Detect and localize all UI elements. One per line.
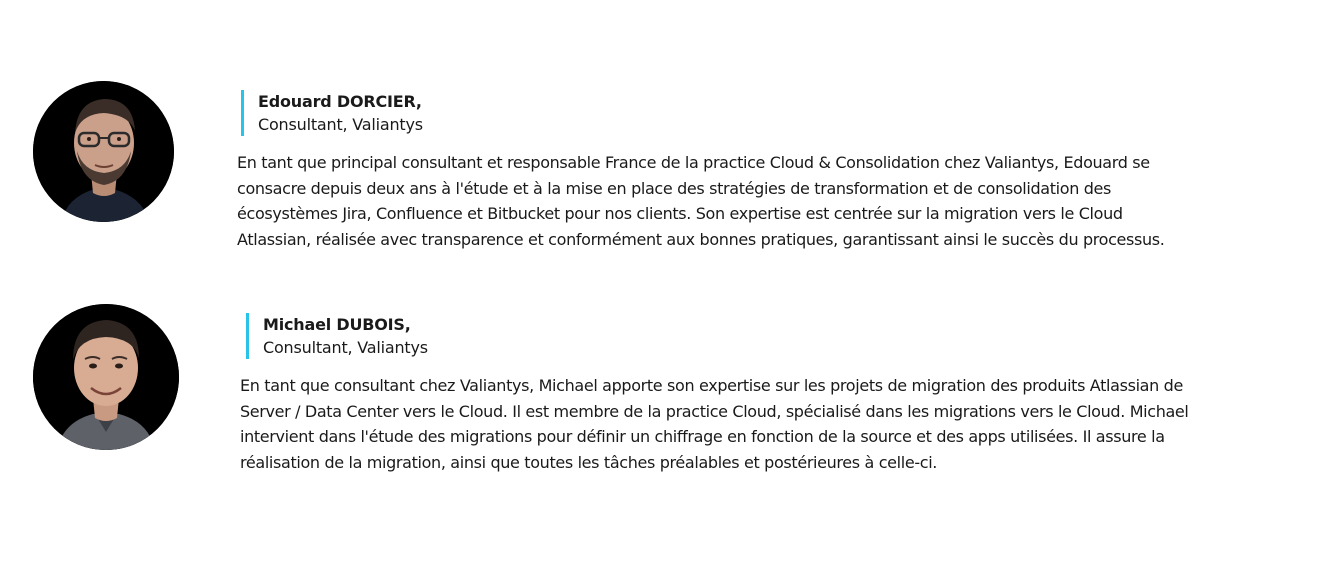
person-bio	[240, 373, 1280, 475]
bio-line: écosystèmes Jira, Confluence et Bitbucket pour nos clients. Son expertise est centrée sur la migration vers le Cloud	[237, 204, 1123, 223]
avatar	[33, 304, 179, 450]
bio-line: réalisation de la migration, ainsi que toutes les tâches préalables et postérieures à celle-ci.	[240, 452, 938, 472]
avatar	[33, 81, 174, 222]
person-role: Consultant, Valiantys	[263, 338, 428, 357]
bio-line: intervient dans l'étude des migrations pour définir un chiffrage en fonction de la source et des apps utilisées. Il assure la	[240, 427, 1165, 446]
name-block	[246, 313, 428, 359]
bio-line: En tant que principal consultant et responsable France de la practice Cloud & Consolidation chez Valiantys, Edouard se	[237, 153, 1150, 172]
bio-line: Server / Data Center vers le Cloud. Il est membre de la practice Cloud, spécialisé dans les migrations vers le Cloud. Michael	[240, 401, 1189, 421]
bio-line: En tant que consultant chez Valiantys, Michael apporte son expertise sur les projets de migration des produits Atlassian de	[240, 376, 1183, 395]
person-role: Consultant, Valiantys	[258, 115, 423, 134]
person-name: Edouard DORCIER,	[258, 92, 422, 111]
person-bio	[237, 150, 1277, 252]
portrait-photo	[33, 81, 174, 222]
bio-line: consacre depuis deux ans à l'étude et à la mise en place des stratégies de transformation et de consolidation des	[237, 178, 1112, 198]
person-name: Michael DUBOIS,	[263, 315, 411, 334]
bio-line: Atlassian, réalisée avec transparence et conformément aux bonnes pratiques, garantissant ainsi le succès du processus.	[237, 229, 1165, 249]
portrait-photo	[33, 304, 179, 450]
name-block	[241, 90, 423, 136]
